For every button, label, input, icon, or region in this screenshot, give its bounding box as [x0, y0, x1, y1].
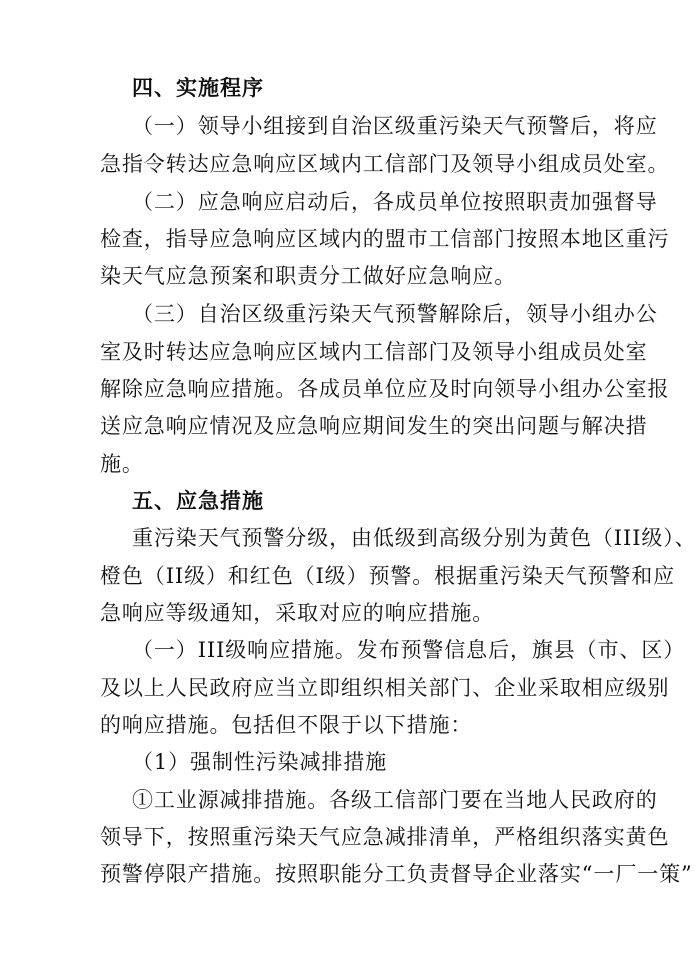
- paragraph-line: 急响应等级通知，采取对应的响应措施。: [100, 601, 495, 625]
- paragraph-line: 橙色（II级）和红色（I级）预警。根据重污染天气预警和应: [100, 564, 676, 588]
- paragraph-line: 送应急响应情况及应急响应期间发生的突出问题与解决措: [100, 414, 648, 438]
- paragraph-line: 预警停限产措施。按照职能分工负责督导企业落实“一厂一策”: [100, 862, 693, 886]
- paragraph-line: 重污染天气预警分级，由低级到高级分别为黄色（III级）、: [132, 526, 697, 550]
- paragraph-line: 解除应急响应措施。各成员单位应及时向领导小组办公室报: [100, 377, 670, 401]
- paragraph-line: （三）自治区级重污染天气预警解除后，领导小组办公: [132, 302, 658, 326]
- paragraph-line: （二）应急响应启动后，各成员单位按照职责加强督导: [132, 190, 658, 214]
- paragraph-line: ①工业源减排措施。各级工信部门要在当地人民政府的: [132, 788, 658, 812]
- heading-implementation-procedure: 四、实施程序: [132, 75, 264, 100]
- heading-emergency-measures: 五、应急措施: [132, 488, 264, 513]
- paragraph-line: 的响应措施。包括但不限于以下措施：: [100, 713, 473, 737]
- paragraph-line: 检查，指导应急响应区域内的盟市工信部门按照本地区重污: [100, 227, 670, 251]
- paragraph-line: （一）领导小组接到自治区级重污染天气预警后，将应: [132, 114, 658, 138]
- paragraph-line: 领导下，按照重污染天气应急减排清单，严格组织落实黄色: [100, 825, 670, 849]
- paragraph-line: 室及时转达应急响应区域内工信部门及领导小组成员处室: [100, 340, 648, 364]
- paragraph-line: 急指令转达应急响应区域内工信部门及领导小组成员处室。: [100, 152, 670, 176]
- subheading-mandatory-reduction: （1）强制性污染减排措施: [132, 750, 388, 774]
- paragraph-line: 施。: [100, 452, 144, 476]
- paragraph-line: 染天气应急预案和职责分工做好应急响应。: [100, 264, 517, 288]
- paragraph-line: （一）III级响应措施。发布预警信息后，旗县（市、区）: [132, 638, 686, 662]
- paragraph-line: 及以上人民政府应当立即组织相关部门、企业采取相应级别: [100, 676, 670, 700]
